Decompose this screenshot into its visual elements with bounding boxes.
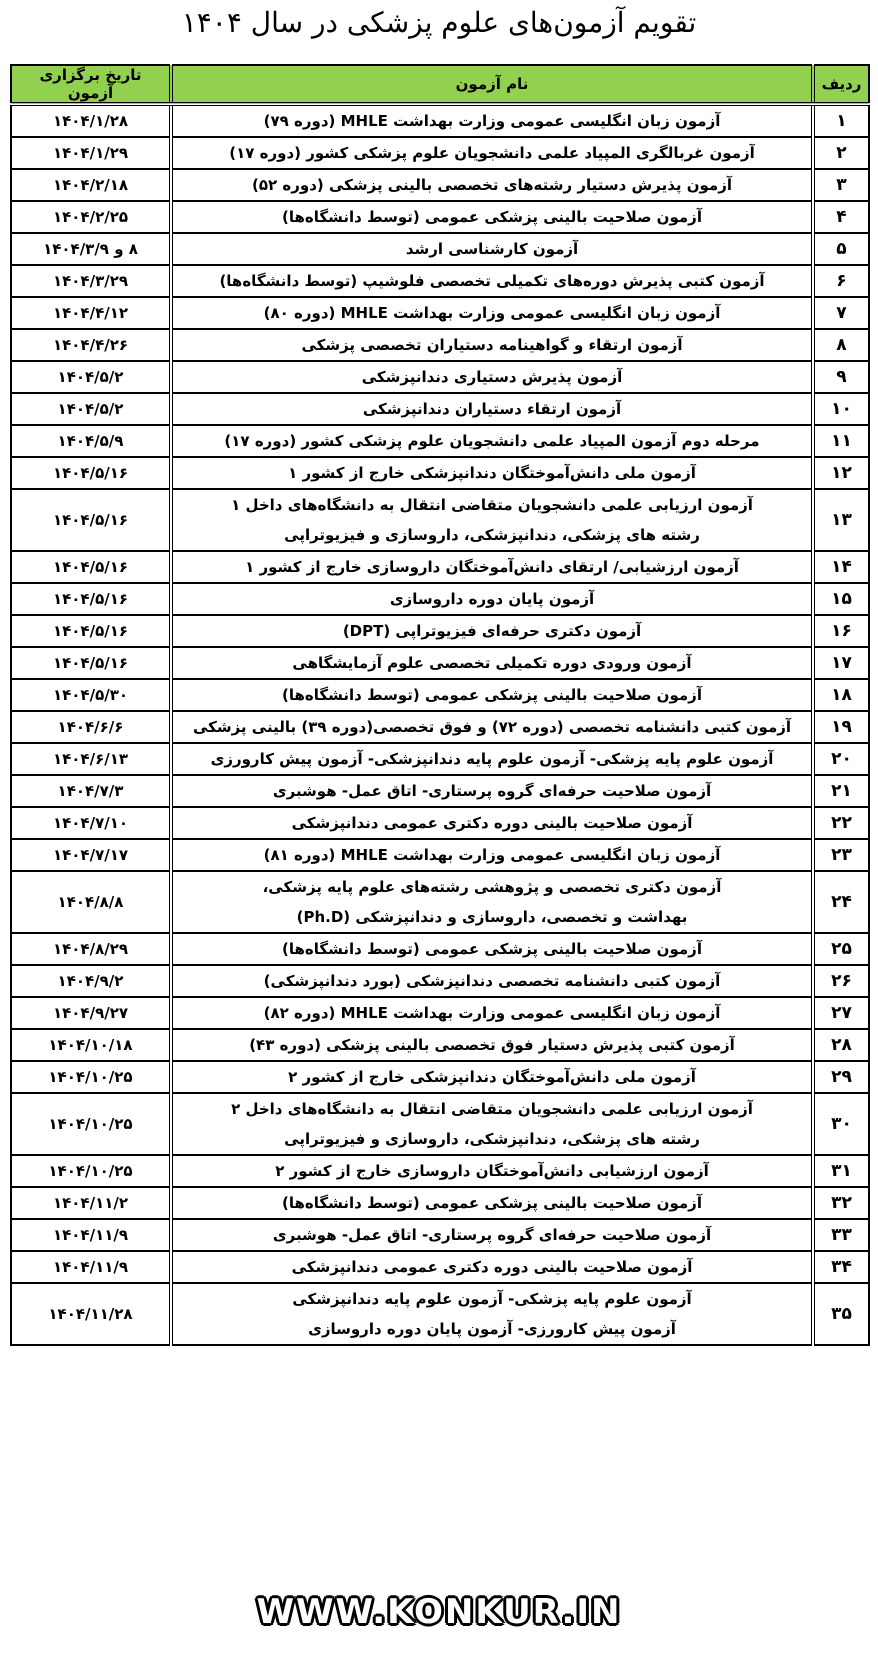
row-number: ۲۱ xyxy=(813,775,869,807)
row-number: ۱۹ xyxy=(813,711,869,743)
exam-name-line: آزمون ارتقاء دستیاران دندانپزشکی xyxy=(362,400,622,418)
exam-name xyxy=(171,1093,813,1155)
row-number: ۴ xyxy=(813,201,869,233)
exam-name-line: آزمون صلاحیت بالینی پزشکی عمومی (توسط دانشگاه‌ها) xyxy=(282,208,702,226)
table-row xyxy=(11,679,869,711)
exam-date: ۱۴۰۴/۷/۱۰ xyxy=(11,807,171,839)
row-number: ۸ xyxy=(813,329,869,361)
exam-date: ۱۴۰۴/۲/۲۵ xyxy=(11,201,171,233)
exam-name xyxy=(171,1219,813,1251)
table-row xyxy=(11,583,869,615)
exam-date: ۱۴۰۴/۵/۱۶ xyxy=(11,489,171,551)
exam-name xyxy=(171,615,813,647)
exam-date: ۱۴۰۴/۱۱/۹ xyxy=(11,1219,171,1251)
table-row xyxy=(11,297,869,329)
exam-name-line: آزمون دکتری حرفه‌ای فیزیوتراپی (DPT) xyxy=(342,622,642,640)
table-row xyxy=(11,137,869,169)
row-number: ۱ xyxy=(813,104,869,137)
table-header-row xyxy=(11,65,869,104)
exam-name-line: آزمون کتبی دانشنامه تخصصی دندانپزشکی (بورد دندانپزشکی) xyxy=(263,972,721,990)
exam-name xyxy=(171,551,813,583)
exam-name xyxy=(171,1251,813,1283)
exam-name xyxy=(171,233,813,265)
table-row xyxy=(11,233,869,265)
table-row xyxy=(11,615,869,647)
exam-name xyxy=(171,679,813,711)
exam-name xyxy=(171,489,813,551)
table-row xyxy=(11,1283,869,1345)
table-body xyxy=(11,104,869,1345)
table-row xyxy=(11,361,869,393)
row-number: ۲ xyxy=(813,137,869,169)
exam-date: ۱۴۰۴/۷/۳ xyxy=(11,775,171,807)
exam-name-line: آزمون صلاحیت بالینی پزشکی عمومی (توسط دانشگاه‌ها) xyxy=(282,686,702,704)
exam-name xyxy=(171,457,813,489)
exam-name-line: آزمون ورودی دوره تکمیلی تخصصی علوم آزمایشگاهی xyxy=(292,654,692,672)
table-row xyxy=(11,489,869,551)
row-number: ۳۴ xyxy=(813,1251,869,1283)
table-row xyxy=(11,711,869,743)
exam-date: ۱۴۰۴/۷/۱۷ xyxy=(11,839,171,871)
exam-date: ۸ و ۱۴۰۴/۳/۹ xyxy=(11,233,171,265)
exam-name-line: آزمون ارزیابی علمی دانشجویان متقاضی انتقال به دانشگاه‌های داخل ۲ xyxy=(231,1100,753,1118)
exam-name-line: آزمون علوم پایه پزشکی- آزمون علوم پایه دندانپزشکی xyxy=(292,1290,692,1308)
row-number: ۲۰ xyxy=(813,743,869,775)
exam-date: ۱۴۰۴/۱۱/۲۸ xyxy=(11,1283,171,1345)
exam-date: ۱۴۰۴/۵/۱۶ xyxy=(11,551,171,583)
exam-name-line: آزمون ملی دانش‌آموختگان دندانپزشکی خارج از کشور ۲ xyxy=(288,1068,696,1086)
exam-name-line: بهداشت و تخصصی، داروسازی و دندانپزشکی (Ph.D) xyxy=(296,908,688,926)
table-row xyxy=(11,1251,869,1283)
exam-date: ۱۴۰۴/۹/۲ xyxy=(11,965,171,997)
exam-name-line: آزمون ارزشیابی/ ارتقای دانش‌آموختگان داروسازی خارج از کشور ۱ xyxy=(245,558,739,576)
table-row xyxy=(11,1187,869,1219)
site-watermark: WWW.KONKUR.IN xyxy=(256,1592,622,1632)
table-row xyxy=(11,201,869,233)
row-number: ۱۰ xyxy=(813,393,869,425)
row-number: ۱۴ xyxy=(813,551,869,583)
exam-date: ۱۴۰۴/۱۰/۲۵ xyxy=(11,1093,171,1155)
row-number: ۱۷ xyxy=(813,647,869,679)
exam-date: ۱۴۰۴/۵/۱۶ xyxy=(11,615,171,647)
table-row xyxy=(11,965,869,997)
exam-name-line: آزمون زبان انگلیسی عمومی وزارت بهداشت MHLE (دوره ۸۱) xyxy=(263,846,721,864)
exam-name-line: آزمون زبان انگلیسی عمومی وزارت بهداشت MHLE (دوره ۷۹) xyxy=(263,112,721,130)
row-number: ۱۱ xyxy=(813,425,869,457)
exam-name-line: آزمون علوم پایه پزشکی- آزمون علوم پایه دندانپزشکی- آزمون پیش کارورزی xyxy=(210,750,774,768)
exam-date: ۱۴۰۴/۵/۱۶ xyxy=(11,647,171,679)
exam-date: ۱۴۰۴/۱/۲۹ xyxy=(11,137,171,169)
row-number: ۶ xyxy=(813,265,869,297)
row-number: ۲۴ xyxy=(813,871,869,933)
table-row xyxy=(11,839,869,871)
table-row xyxy=(11,1155,869,1187)
row-number: ۱۲ xyxy=(813,457,869,489)
exam-date: ۱۴۰۴/۵/۲ xyxy=(11,361,171,393)
table-row xyxy=(11,933,869,965)
exam-name xyxy=(171,1187,813,1219)
exam-name xyxy=(171,775,813,807)
row-number: ۲۹ xyxy=(813,1061,869,1093)
exam-name xyxy=(171,1155,813,1187)
exam-name xyxy=(171,711,813,743)
exam-date: ۱۴۰۴/۶/۶ xyxy=(11,711,171,743)
row-number: ۲۵ xyxy=(813,933,869,965)
exam-date: ۱۴۰۴/۱۰/۱۸ xyxy=(11,1029,171,1061)
row-number: ۱۸ xyxy=(813,679,869,711)
exam-date: ۱۴۰۴/۴/۲۶ xyxy=(11,329,171,361)
exam-calendar-table xyxy=(10,64,870,1346)
exam-name xyxy=(171,871,813,933)
exam-name-line: آزمون کارشناسی ارشد xyxy=(405,240,579,258)
exam-name xyxy=(171,425,813,457)
row-number: ۲۷ xyxy=(813,997,869,1029)
row-number: ۹ xyxy=(813,361,869,393)
exam-name-line: آزمون ارتقاء و گواهینامه دستیاران تخصصی پزشکی xyxy=(301,336,683,354)
table-row xyxy=(11,1093,869,1155)
table-row xyxy=(11,169,869,201)
exam-name xyxy=(171,361,813,393)
row-number: ۲۳ xyxy=(813,839,869,871)
exam-name xyxy=(171,265,813,297)
table-row xyxy=(11,775,869,807)
row-number: ۲۲ xyxy=(813,807,869,839)
table-row xyxy=(11,393,869,425)
exam-date: ۱۴۰۴/۱۱/۹ xyxy=(11,1251,171,1283)
exam-name-line: آزمون زبان انگلیسی عمومی وزارت بهداشت MHLE (دوره ۸۲) xyxy=(263,1004,721,1022)
table-row xyxy=(11,647,869,679)
table-row xyxy=(11,104,869,137)
exam-name xyxy=(171,583,813,615)
exam-name-line: رشته های پزشکی، دندانپزشکی، داروسازی و فیزیوتراپی xyxy=(284,526,700,544)
exam-name-line: آزمون صلاحیت بالینی پزشکی عمومی (توسط دانشگاه‌ها) xyxy=(282,1194,702,1212)
table-row xyxy=(11,997,869,1029)
exam-name-line: آزمون صلاحیت بالینی دوره دکتری عمومی دندانپزشکی xyxy=(291,1258,693,1276)
exam-name-line: آزمون غربالگری المپیاد علمی دانشجویان علوم پزشکی کشور (دوره ۱۷) xyxy=(229,144,755,162)
row-number: ۱۳ xyxy=(813,489,869,551)
exam-date: ۱۴۰۴/۱/۲۸ xyxy=(11,104,171,137)
exam-name-line: آزمون پذیرش دستیار رشته‌های تخصصی بالینی پزشکی (دوره ۵۲) xyxy=(251,176,732,194)
table-row xyxy=(11,871,869,933)
table-row xyxy=(11,265,869,297)
table-row xyxy=(11,1061,869,1093)
exam-date: ۱۴۰۴/۵/۳۰ xyxy=(11,679,171,711)
exam-name xyxy=(171,647,813,679)
row-number: ۱۵ xyxy=(813,583,869,615)
exam-date: ۱۴۰۴/۵/۲ xyxy=(11,393,171,425)
exam-date: ۱۴۰۴/۸/۲۹ xyxy=(11,933,171,965)
exam-name-line: آزمون پذیرش دستیاری دندانپزشکی xyxy=(361,368,623,386)
row-number: ۳ xyxy=(813,169,869,201)
row-number: ۷ xyxy=(813,297,869,329)
exam-name xyxy=(171,743,813,775)
exam-name-line: آزمون کتبی پذیرش دوره‌های تکمیلی تخصصی فلوشیپ (توسط دانشگاه‌ها) xyxy=(219,272,765,290)
page-title: تقویم آزمون‌های علوم پزشکی در سال ۱۴۰۴ xyxy=(181,6,697,39)
exam-name xyxy=(171,839,813,871)
exam-name-line: آزمون ملی دانش‌آموختگان دندانپزشکی خارج از کشور ۱ xyxy=(288,464,696,482)
exam-name xyxy=(171,393,813,425)
exam-date: ۱۴۰۴/۲/۱۸ xyxy=(11,169,171,201)
exam-date: ۱۴۰۴/۱۱/۲ xyxy=(11,1187,171,1219)
exam-name xyxy=(171,329,813,361)
exam-name xyxy=(171,169,813,201)
exam-name-line: آزمون پیش کارورزی- آزمون پایان دوره داروسازی xyxy=(308,1320,676,1338)
row-number: ۵ xyxy=(813,233,869,265)
exam-date: ۱۴۰۴/۱۰/۲۵ xyxy=(11,1155,171,1187)
row-number: ۱۶ xyxy=(813,615,869,647)
table-row xyxy=(11,743,869,775)
exam-date: ۱۴۰۴/۶/۱۳ xyxy=(11,743,171,775)
exam-name-line: آزمون کتبی پذیرش دستیار فوق تخصصی بالینی پزشکی (دوره ۴۳) xyxy=(249,1036,735,1054)
exam-name-line: آزمون ارزشیابی دانش‌آموختگان داروسازی خارج از کشور ۲ xyxy=(275,1162,709,1180)
row-number: ۳۰ xyxy=(813,1093,869,1155)
table-row xyxy=(11,1029,869,1061)
exam-name xyxy=(171,1061,813,1093)
exam-date: ۱۴۰۴/۸/۸ xyxy=(11,871,171,933)
row-number: ۲۶ xyxy=(813,965,869,997)
exam-name-line: آزمون صلاحیت حرفه‌ای گروه پرستاری- اتاق عمل- هوشبری xyxy=(272,1226,712,1244)
exam-name-line: آزمون دکتری تخصصی و پژوهشی رشته‌های علوم پایه پزشکی، xyxy=(262,878,722,896)
exam-date: ۱۴۰۴/۵/۹ xyxy=(11,425,171,457)
header-row-number: ردیف xyxy=(813,65,869,104)
row-number: ۲۸ xyxy=(813,1029,869,1061)
exam-name xyxy=(171,965,813,997)
exam-date: ۱۴۰۴/۳/۲۹ xyxy=(11,265,171,297)
exam-name-line: آزمون صلاحیت بالینی پزشکی عمومی (توسط دانشگاه‌ها) xyxy=(282,940,702,958)
row-number: ۳۵ xyxy=(813,1283,869,1345)
exam-name-line: مرحله دوم آزمون المپیاد علمی دانشجویان علوم پزشکی کشور (دوره ۱۷) xyxy=(224,432,760,450)
exam-name xyxy=(171,997,813,1029)
exam-date: ۱۴۰۴/۵/۱۶ xyxy=(11,583,171,615)
exam-name xyxy=(171,807,813,839)
exam-name-line: آزمون پایان دوره داروسازی xyxy=(389,590,595,608)
table-row xyxy=(11,807,869,839)
row-number: ۳۲ xyxy=(813,1187,869,1219)
header-exam-date: تاریخ برگزاری آزمون xyxy=(11,65,171,104)
exam-name xyxy=(171,201,813,233)
exam-name xyxy=(171,137,813,169)
row-number: ۳۳ xyxy=(813,1219,869,1251)
exam-name-line: آزمون صلاحیت حرفه‌ای گروه پرستاری- اتاق عمل- هوشبری xyxy=(272,782,712,800)
exam-date: ۱۴۰۴/۵/۱۶ xyxy=(11,457,171,489)
exam-name xyxy=(171,1283,813,1345)
exam-name xyxy=(171,933,813,965)
header-exam-name: نام آزمون xyxy=(171,65,813,104)
exam-name xyxy=(171,297,813,329)
row-number: ۳۱ xyxy=(813,1155,869,1187)
exam-name-line: آزمون صلاحیت بالینی دوره دکتری عمومی دندانپزشکی xyxy=(291,814,693,832)
exam-name-line: آزمون کتبی دانشنامه تخصصی (دوره ۷۲) و فوق تخصصی(دوره ۳۹) بالینی پزشکی xyxy=(192,718,792,736)
table-row xyxy=(11,551,869,583)
exam-date: ۱۴۰۴/۴/۱۲ xyxy=(11,297,171,329)
exam-date: ۱۴۰۴/۱۰/۲۵ xyxy=(11,1061,171,1093)
table-row xyxy=(11,329,869,361)
exam-date: ۱۴۰۴/۹/۲۷ xyxy=(11,997,171,1029)
table-row xyxy=(11,1219,869,1251)
exam-name xyxy=(171,104,813,137)
exam-name-line: آزمون ارزیابی علمی دانشجویان متقاضی انتقال به دانشگاه‌های داخل ۱ xyxy=(231,496,753,514)
table-row xyxy=(11,457,869,489)
exam-name xyxy=(171,1029,813,1061)
exam-name-line: رشته های پزشکی، دندانپزشکی، داروسازی و فیزیوتراپی xyxy=(284,1130,700,1148)
exam-name-line: آزمون زبان انگلیسی عمومی وزارت بهداشت MHLE (دوره ۸۰) xyxy=(263,304,721,322)
table-row xyxy=(11,425,869,457)
